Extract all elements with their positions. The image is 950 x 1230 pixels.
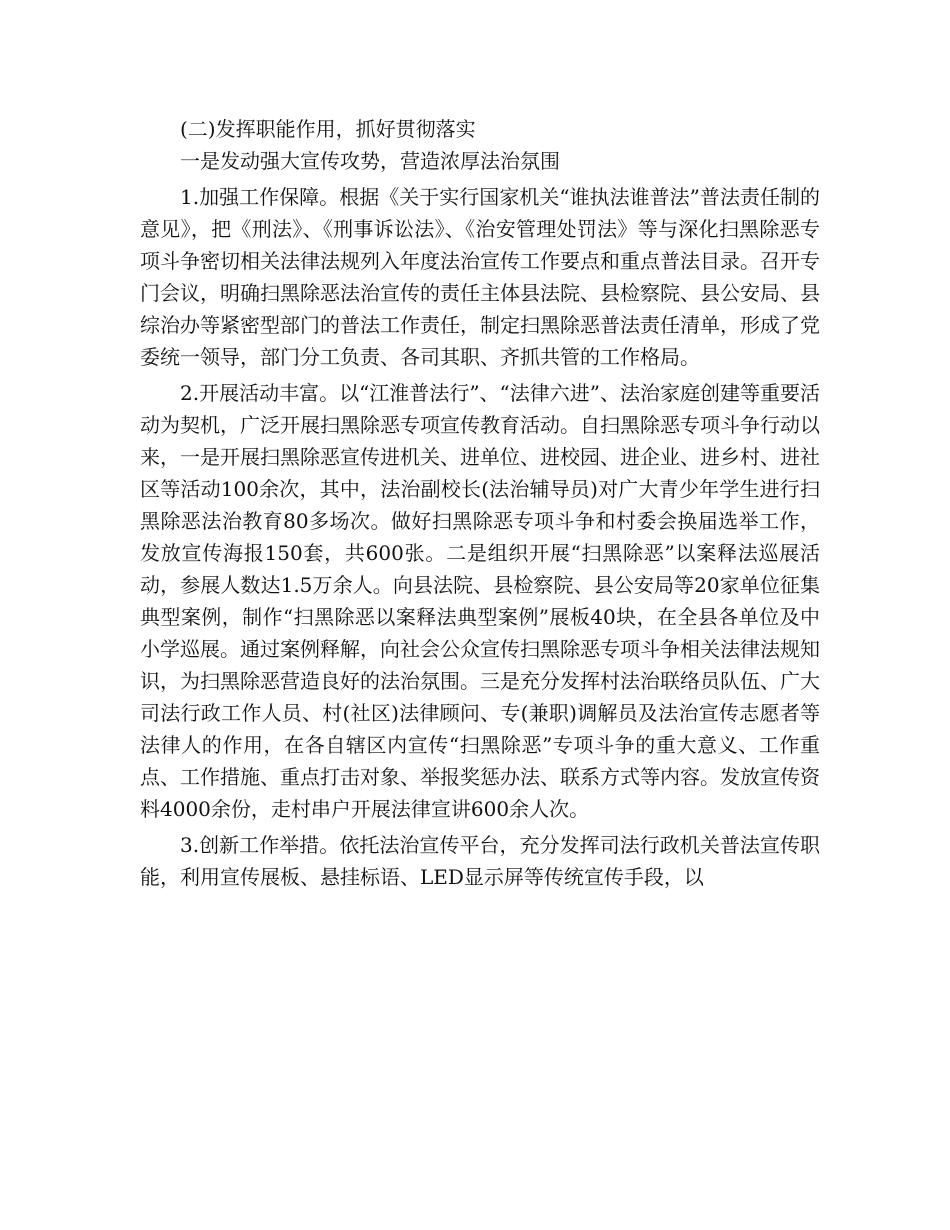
sub-heading: 一是发动强大宣传攻势，营造浓厚法治氛围 — [180, 149, 560, 173]
paragraph-work-guarantee: 1.加强工作保障。根据《关于实行国家机关“谁执法谁普法”普法责任制的意见》，把《刑法》、《刑事诉讼法》、《治安管理处罚法》等与深化扫黑除恶专项斗争密切相关法律法规列入年度法治宣传工作要点和重点普法目录。召开专门会议，明确扫黑除恶法治宣传的责任主体县法院、县检察院、县公安局、县综治办等紧密型部门的普法工作责任，制定扫黑除恶普法责任清单，形成了党委统一领导，部门分工负责、各司其职、齐抓共管的工作格局。 — [140, 185, 820, 369]
document-body — [140, 113, 820, 893]
paragraph-innovation: 3.创新工作举措。依托法治宣传平台，充分发挥司法行政机关普法宣传职能，利用宣传展板、悬挂标语、LED显示屏等传统宣传手段，以 — [140, 833, 820, 889]
section-heading: (二)发挥职能作用，抓好贯彻落实 — [180, 117, 476, 141]
paragraph-activities: 2.开展活动丰富。以“江淮普法行”、“法律六进”、法治家庭创建等重要活动为契机，广泛开展扫黑除恶专项宣传教育活动。自扫黑除恶专项斗争行动以来，一是开展扫黑除恶宣传进机关、进单位、进校园、进企业、进乡村、进社区等活动100余次，其中，法治副校长(法治辅导员)对广大青少年学生进行扫黑除恶法治教育80多场次。做好扫黑除恶专项斗争和村委会换届选举工作，发放宣传海报150套，共600张。二是组织开展“扫黑除恶”以案释法巡展活动，参展人数达1.5万余人。向县法院、县检察院、县公安局等20家单位征集典型案例，制作“扫黑除恶以案释法典型案例”展板40块，在全县各单位及中小学巡展。通过案例释解，向社会公众宣传扫黑除恶专项斗争相关法律法规知识，为扫黑除恶营造良好的法治氛围。三是充分发挥村法治联络员队伍、广大司法行政工作人员、村(社区)法律顾问、专(兼职)调解员及法治宣传志愿者等法律人的作用，在各自辖区内宣传“扫黑除恶”专项斗争的重大意义、工作重点、工作措施、重点打击对象、举报奖惩办法、联系方式等内容。发放宣传资料4000余份，走村串户开展法律宣讲600余人次。 — [140, 381, 820, 821]
